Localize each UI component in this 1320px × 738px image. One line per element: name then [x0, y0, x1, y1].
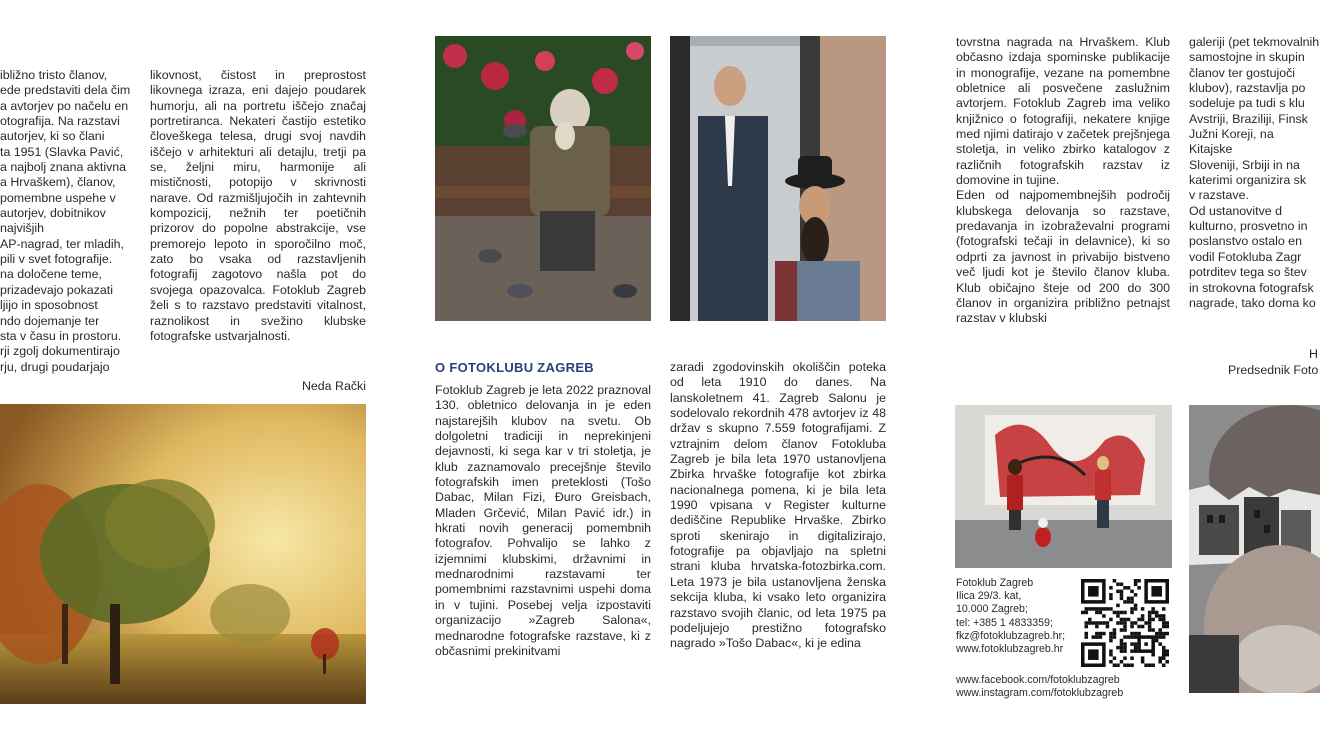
old-man-on-bench-photo	[435, 36, 651, 321]
page1-column-1: ibližno tristo članov, ede predstaviti dela čim a avtorjev po načelu en otografija. Na razstavi autorjev, ki so člani ta 1951 (Slavka Pavić, a najbolj znana aktivna a Hrvaškem), članov, pomembne uspehe v autorjev, dobitnikov najvišjih AP-nagrad, ter mladih, pili v svet fotografije. na določene teme, prizadevajo pokazati ljijo in sposobnost ndo dojemanje ter sta v času in prostoru. rji zgolj dokumentirajo rju, drugi poudarjajo	[0, 68, 131, 374]
social-links[interactable]: www.facebook.com/fotoklubzagreb www.instagram.com/fotoklubzagreb	[956, 674, 1124, 700]
president-title: Predsednik Foto	[1228, 363, 1319, 377]
contact-info: Fotoklub Zagreb Ilica 29/3. kat, 10.000 Zagreb; tel: +385 1 4833359; fkz@fotoklubzagreb.hr; www.fotoklubzagreb.hr	[956, 577, 1066, 656]
page1-signature: Neda Rački	[301, 379, 366, 393]
bearded-men-mirror-photo	[670, 36, 886, 321]
president-initial: H	[1309, 347, 1318, 361]
qr-code[interactable]	[1081, 579, 1169, 667]
section-heading: O FOTOKLUBU ZAGREB	[435, 360, 594, 375]
autumn-tree-photo	[0, 404, 366, 704]
page3-column-2: galeriji (pet tekmovalnih samostojne in skupin članov ter gostujoči klubov), razstavlja po sodeluje pa tudi s klu Avstriji, Braziliji, Finsk Južni Koreji, na Kitajske Sloveniji, Srbiji in na katerimi organizira sk v razstave. Od ustanovitve d kulturno, prosvetno in poslanstvo ostalo en vodil Fotokluba Zagr potrditev tega so štev in strokovna fotografsk nagrade, tako doma ko	[1189, 35, 1320, 310]
page1-column-2: likovnost, čistost in preprostost likovnega izraza, eni dajejo poudarek humorju, ali na portretu iščejo značaj portretiranca. Nekateri častijo estetiko človeškega telesa, drugi svoj navdih iščejo v arhitekturi ali detajlu, tretji pa se, željni miru, harmonije ali mističnosti, potopijo v skrivnosti narave. Od razmišljujočih in zahtevnih kompozicij, nežnih ter poetičnih prizorov do popolne abstrakcije, vse premorejo lepoto in sporočilno moč, zato bo vsaka od razstavljenih fotografij zagotovo našla pot do svojega opazovalca. Fotoklub Zagreb želi s to razstavo predstaviti vitalnost, raznolikost in svežino klubske fotografske ustvarjalnosti.	[150, 68, 366, 343]
page3-column-1: tovrstna nagrada na Hrvaškem. Klub občasno izdaja spominske publikacije in monografije, vezane na pomembne obletnice ali posvečene zaslužnim avtorjem. Fotoklub Zagreb ima veliko knjižnico o fotografiji, nekatere knjige med njimi datirajo v začetek prejšnjega stoletja, in veliko zbirko katalogov z različnih fotografskih razstav iz domovine in tujine. Eden od najpomembnejših področij klubskega delovanja so razstave, predavanja in izobraževalni programi (fotografski tečaji in delavnice), ki so odprti za javnost in privabijo bistveno več ljudi kot je število članov kluba. Klub običajno šteje od 200 do 300 članov in organizira približno petnajst razstav v klubski	[956, 35, 1170, 326]
gallery-exhibition-photo	[955, 405, 1172, 568]
page2-column-2: zaradi zgodovinskih okoliščin poteka od leta 1910 do danes. Na lanskoletnem 41. Zagreb Salonu je sodelovalo rekordnih 478 avtorjev iz 48 držav s skupno 7.559 fotografijami. Z vztrajnim delom članov Fotokluba Zagreb je bila leta 1970 ustanovljena Zbirka hrvaške fotografije kot zbirka nacionalnega pomena, ki je bila leta 1990 vpisana v Register kulturne dediščine Republike Hrvaške. Zbirko sproti skenirajo in digitalizirajo, fotografije pa objavljajo na spletni strani kluba hrvatska-fotozbirka.com. Leta 1973 je bila ustanovljena ženska sekcija kluba, ki vsako leto organizira razstavo svojih članic, od leta 1975 pa podeljujejo prestižno fotografsko nagrado »Tošo Dabac«, ki je edina	[670, 360, 886, 651]
page2-column-1: Fotoklub Zagreb je leta 2022 praznoval 130. obletnico delovanja in je eden najstarejših klubov na svetu. Ob dolgoletni tradiciji in neprekinjeni dejavnosti, ki sega kar v tri stoletja, je klub zaznamovalo precejšnje število fotografskih imen preteklosti (Tošo Dabac, Milan Fizi, Đuro Greisbach, Mladen Grčević, Milan Pavić idr.) in hkrati novih generacij pomembnih fotografov. Pohvalijo se lahko z izjemnimi klubskimi, državnimi in mednarodnimi razstavami ter pomembnimi razstavnimi uspehi doma in v tujini. Posebej velja izpostaviti organizacijo »Zagreb Salona«, mednarodne fotografske razstave, ki z občasnimi prekinitvami	[435, 383, 651, 658]
torn-face-photo	[1189, 405, 1320, 693]
